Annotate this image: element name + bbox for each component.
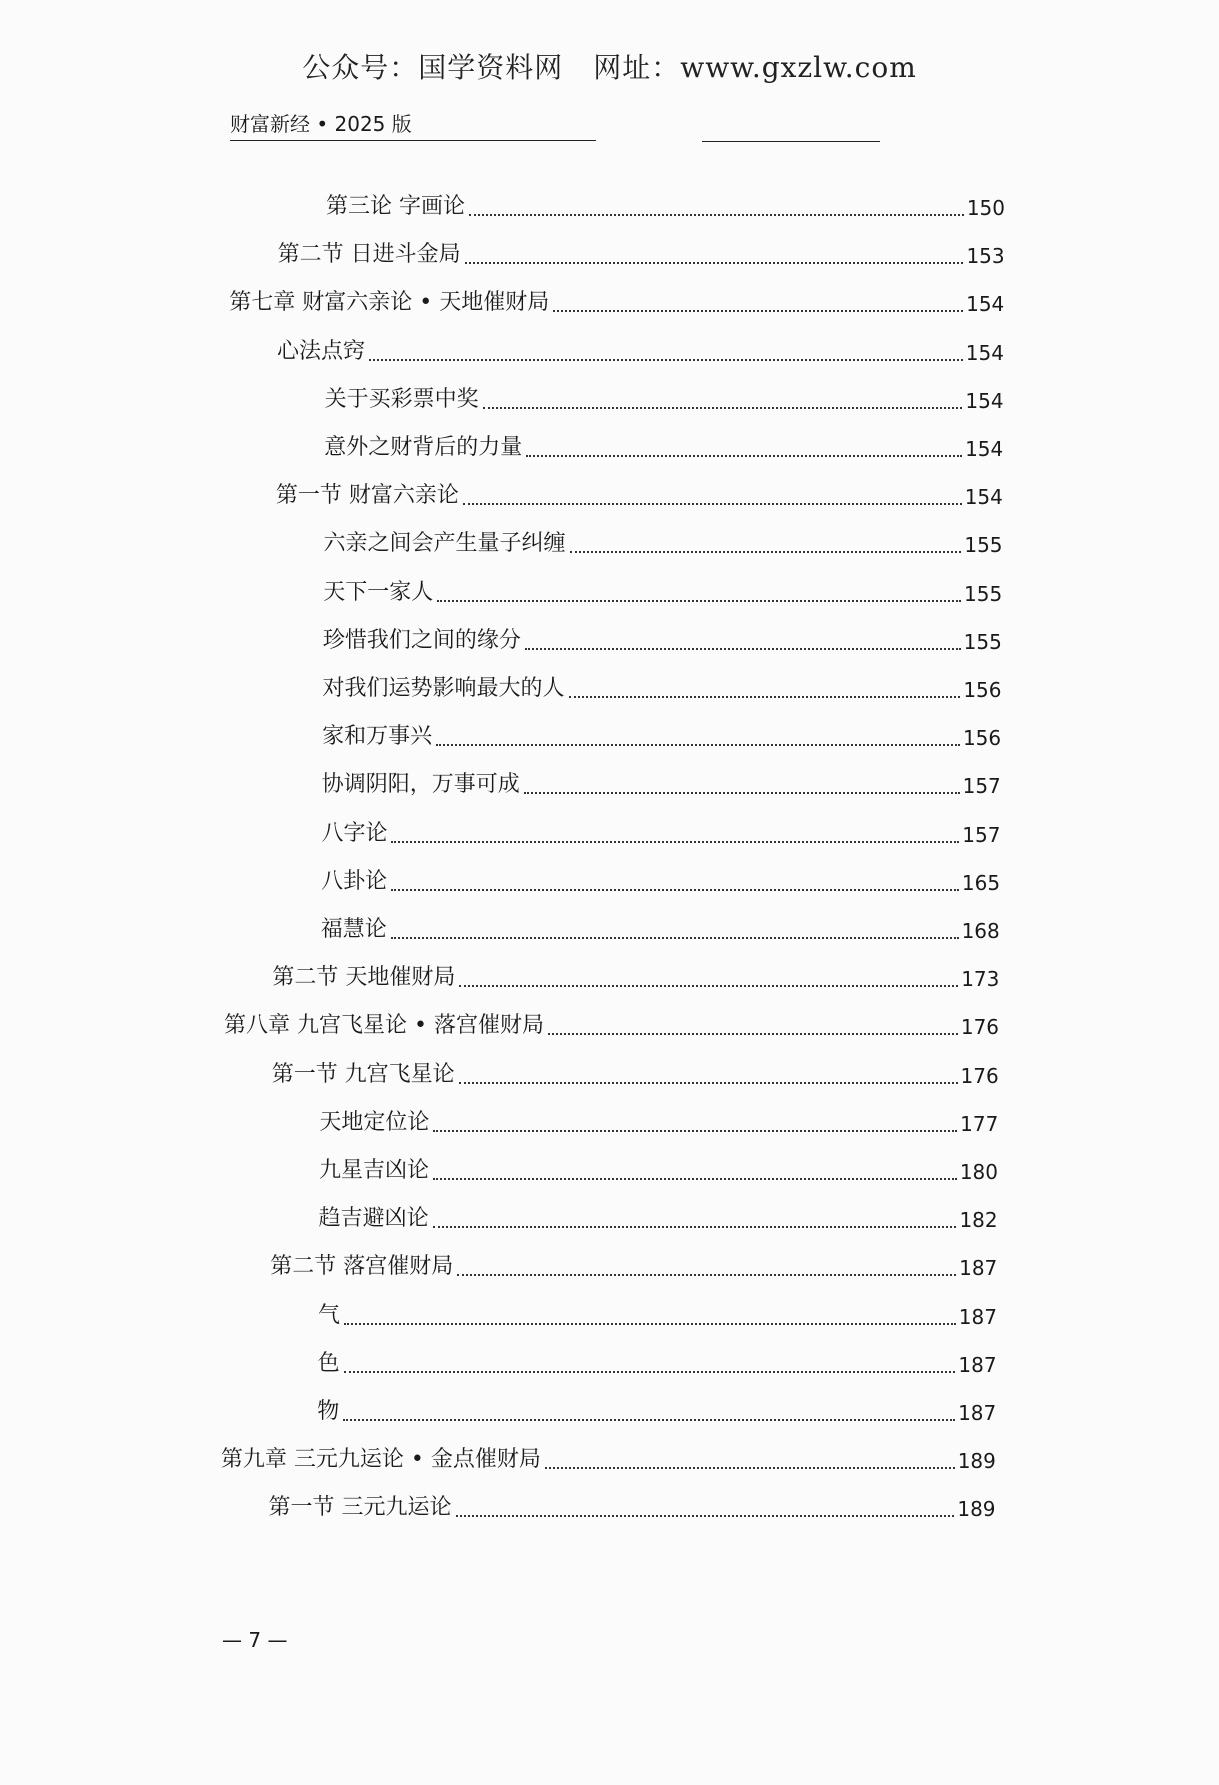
toc-leader-dots — [391, 841, 959, 843]
toc-entry — [322, 718, 1001, 752]
toc-entry-title: 第一节 三元九运论 — [268, 1495, 452, 1521]
toc-entry — [221, 1441, 996, 1475]
toc-entry — [323, 670, 1002, 704]
toc-entry-page: 154 — [965, 340, 1004, 365]
toc-leader-dots — [483, 407, 963, 409]
toc-entry-title: 八字论 — [321, 820, 388, 846]
toc-entry — [326, 188, 1005, 222]
toc-entry — [317, 1393, 996, 1427]
toc-entry-title: 天下一家人 — [323, 579, 434, 605]
toc-leader-dots — [436, 744, 960, 746]
toc-entry-page: 187 — [958, 1304, 997, 1329]
running-head: 财富新经 • 2025 版 — [230, 112, 412, 136]
toc-entry-page: 168 — [961, 919, 1000, 943]
toc-leader-dots — [553, 310, 963, 312]
toc-entry — [224, 1007, 999, 1041]
toc-entry-page: 182 — [959, 1208, 998, 1233]
toc-entry-title: 第七章 财富六亲论 • 天地催财局 — [229, 290, 550, 316]
toc-entry-page: 154 — [966, 292, 1005, 317]
watermark-account: 公众号：国学资料网 — [302, 51, 564, 84]
toc-leader-dots — [524, 792, 960, 794]
toc-leader-dots — [457, 1274, 956, 1276]
toc-entry — [321, 815, 1000, 849]
toc-entry-title: 关于买彩票中奖 — [324, 386, 479, 412]
toc-entry-page: 153 — [966, 244, 1005, 269]
toc-entry-title: 第二节 天地催财局 — [272, 965, 456, 991]
toc-entry-page: 157 — [962, 774, 1001, 799]
toc-entry-title: 第二节 落宫催财局 — [270, 1254, 454, 1280]
toc-entry — [269, 1489, 996, 1523]
toc-entry-title: 家和万事兴 — [322, 724, 433, 750]
toc-entry-title: 第一节 财富六亲论 — [275, 483, 459, 509]
toc-entry-title: 对我们运势影响最大的人 — [322, 676, 565, 701]
toc-entry-title: 心法点窍 — [276, 338, 365, 364]
toc-entry-page: 173 — [961, 967, 1000, 992]
header-rule-left — [230, 140, 596, 141]
toc-entry — [319, 1152, 998, 1186]
toc-entry — [318, 1297, 997, 1331]
toc-entry-page: 156 — [963, 678, 1002, 702]
page-number: — 7 — — [222, 1628, 288, 1652]
toc-entry-title: 趋吉避凶论 — [318, 1206, 429, 1232]
toc-leader-dots — [433, 1178, 957, 1180]
toc-entry-title: 第八章 九宫飞星论 • 落宫催财局 — [224, 1013, 545, 1039]
toc-entry — [278, 236, 1005, 270]
toc-leader-dots — [545, 1467, 955, 1469]
toc-entry-page: 154 — [964, 485, 1003, 510]
toc-entry-title: 第二节 日进斗金局 — [277, 242, 461, 268]
toc-leader-dots — [465, 262, 964, 264]
toc-entry-title: 意外之财背后的力量 — [324, 435, 523, 460]
toc-leader-dots — [548, 1033, 958, 1035]
toc-entry — [318, 1345, 997, 1379]
toc-entry-title: 物 — [317, 1399, 340, 1424]
toc-leader-dots — [344, 1371, 956, 1373]
toc-entry-title: 福慧论 — [320, 917, 387, 942]
toc-entry — [325, 381, 1004, 415]
toc-entry — [229, 284, 1004, 318]
toc-entry-page: 155 — [964, 533, 1003, 558]
toc-entry-title: 协调阴阳，万事可成 — [321, 772, 520, 798]
toc-leader-dots — [391, 889, 959, 891]
toc-leader-dots — [525, 648, 961, 650]
toc-leader-dots — [570, 551, 962, 553]
toc-entry — [276, 477, 1003, 511]
toc-leader-dots — [463, 503, 962, 505]
toc-entry — [324, 429, 1003, 463]
toc-leader-dots — [469, 214, 964, 216]
toc-entry-title: 八卦论 — [321, 868, 388, 894]
toc-entry — [322, 766, 1001, 800]
toc-entry — [321, 911, 1000, 945]
toc-leader-dots — [437, 600, 961, 602]
toc-entry-page: 189 — [957, 1497, 996, 1522]
toc-entry — [272, 959, 999, 993]
toc-leader-dots — [344, 1323, 956, 1325]
header-rule-right — [702, 141, 880, 142]
toc-leader-dots — [459, 1082, 958, 1084]
toc-entry-title: 第三论 字画论 — [326, 194, 465, 219]
toc-entry — [319, 1200, 998, 1234]
toc-entry-page: 187 — [959, 1256, 998, 1281]
toc-entry — [277, 333, 1004, 367]
toc-entry-page: 176 — [960, 1063, 999, 1088]
toc-entry-title: 九星吉凶论 — [319, 1158, 430, 1183]
toc-entry-title: 珍惜我们之间的缘分 — [322, 627, 521, 653]
toc-entry — [323, 622, 1002, 656]
toc-entry-page: 157 — [962, 822, 1001, 847]
toc-entry-page: 150 — [966, 196, 1005, 220]
toc-entry-page: 180 — [959, 1160, 998, 1184]
toc-entry-title: 六亲之间会产生量子纠缠 — [323, 531, 566, 557]
toc-entry-page: 154 — [965, 388, 1004, 413]
toc-entry-title: 色 — [317, 1350, 340, 1376]
toc-entry-page: 176 — [960, 1015, 1000, 1040]
toc-entry-page: 155 — [963, 629, 1002, 654]
toc-entry-page: 189 — [957, 1449, 996, 1474]
toc-entry-page: 154 — [965, 437, 1004, 461]
toc-leader-dots — [459, 985, 958, 987]
toc-leader-dots — [433, 1130, 957, 1132]
toc-entry-page: 187 — [958, 1401, 997, 1425]
watermark-header — [0, 46, 1219, 86]
toc-entry-title: 气 — [317, 1302, 340, 1328]
toc-leader-dots — [456, 1515, 955, 1517]
toc-entry-title: 第一节 九宫飞星论 — [271, 1061, 455, 1087]
toc-entry — [270, 1248, 997, 1282]
toc-entry — [323, 574, 1002, 608]
toc-leader-dots — [433, 1226, 957, 1228]
toc-entry-page: 155 — [964, 581, 1003, 606]
toc-leader-dots — [369, 359, 963, 361]
toc-leader-dots — [343, 1419, 955, 1421]
toc-entry-page: 177 — [960, 1111, 999, 1136]
toc-entry — [324, 525, 1003, 559]
toc-entry-page: 165 — [961, 870, 1001, 895]
toc-entry-page: 156 — [962, 726, 1002, 751]
toc-entry — [272, 1056, 999, 1090]
toc-entry — [321, 863, 1000, 897]
toc-entry — [319, 1104, 998, 1138]
toc-entry-page: 187 — [958, 1352, 997, 1377]
toc-entry-title: 第九章 三元九运论 • 金点催财局 — [220, 1447, 541, 1473]
toc-leader-dots — [391, 937, 959, 939]
toc-entry-title: 天地定位论 — [319, 1109, 430, 1135]
toc-leader-dots — [526, 455, 962, 457]
table-of-contents — [0, 188, 1219, 1548]
watermark-site: 网址：www.gxzlw.com — [593, 51, 917, 84]
toc-leader-dots — [569, 696, 961, 698]
